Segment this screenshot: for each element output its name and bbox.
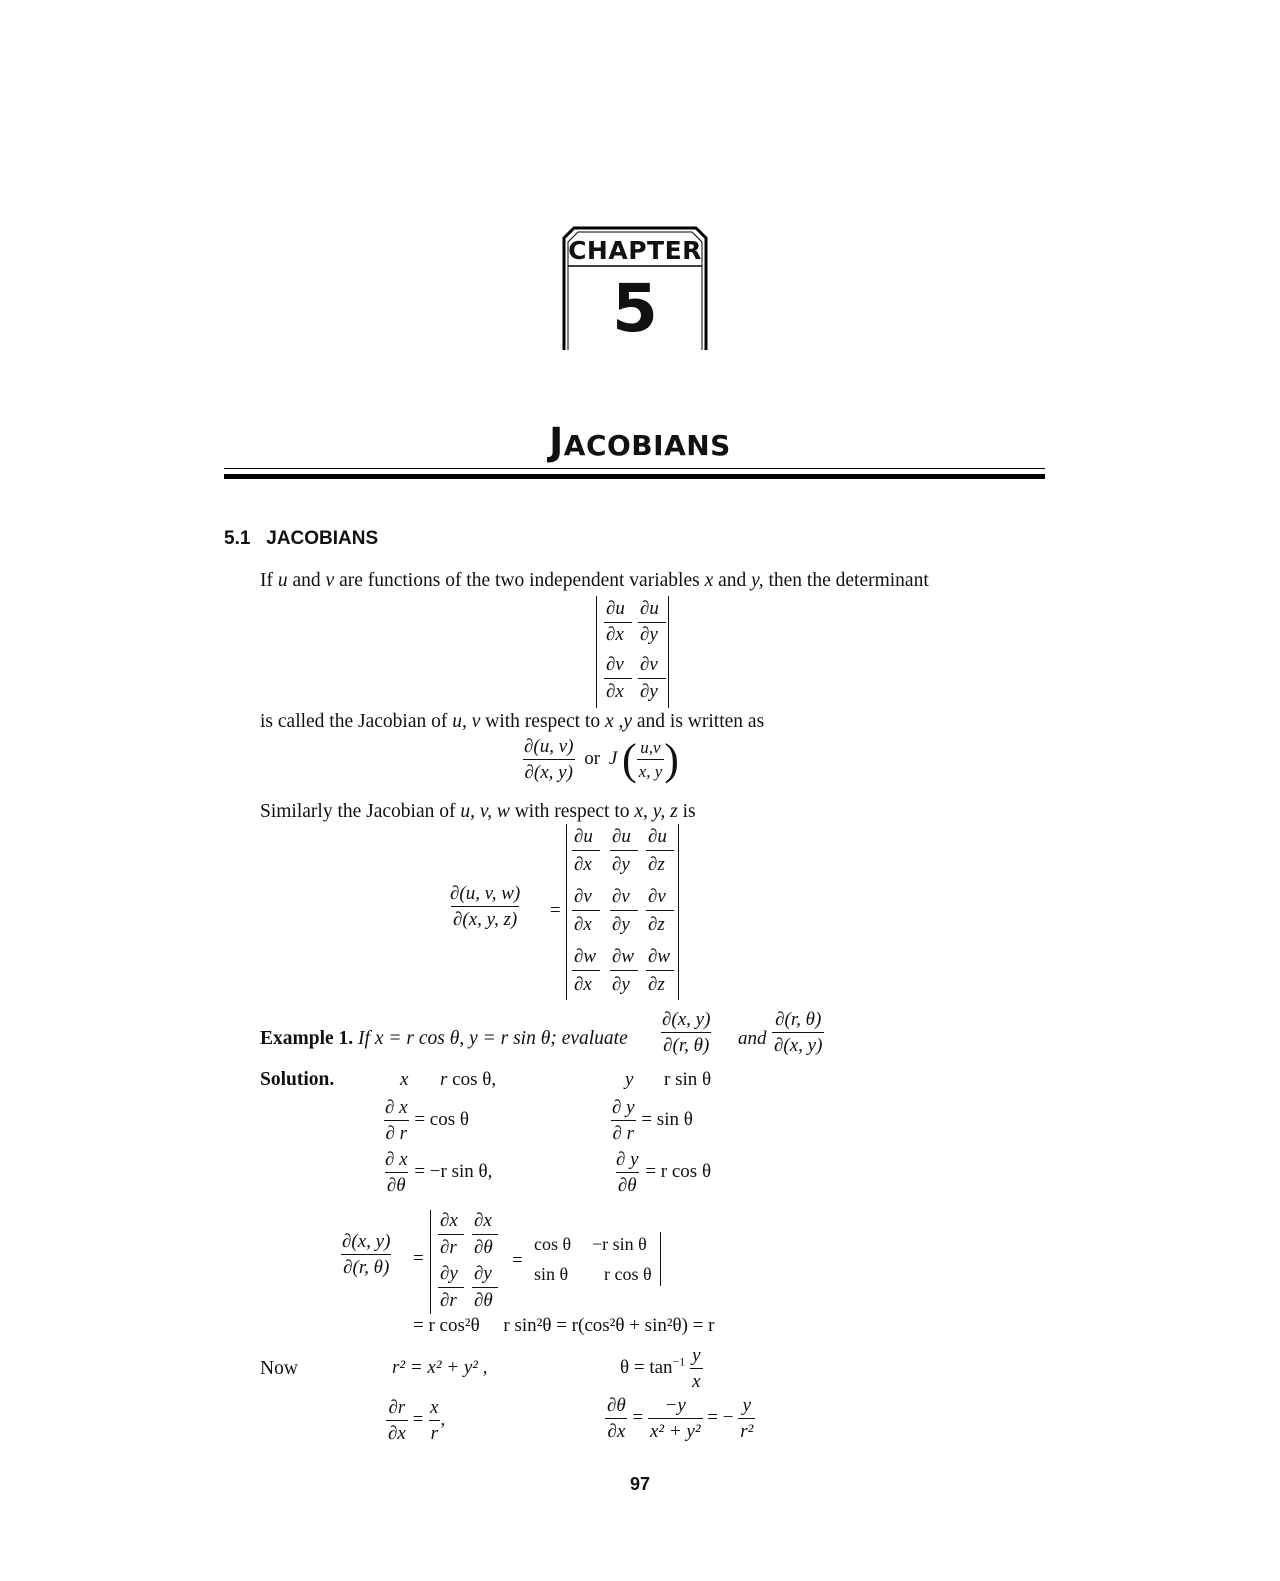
det-cell: ∂θ <box>474 1237 493 1258</box>
det-cell: ∂y <box>640 624 658 645</box>
det-cell: ∂x <box>440 1210 458 1231</box>
fraction-bar <box>646 910 674 911</box>
det-cell: ∂z <box>648 974 665 995</box>
theta-eq: $\theta = \tan^{-1}$ $\frac{y}{x}$ <box>620 1345 701 1392</box>
chapter-box <box>562 224 708 350</box>
det-cell: ∂u <box>574 826 593 847</box>
chapter-title: JACOBIANS <box>549 420 731 464</box>
solution-label: Solution. <box>260 1069 335 1090</box>
sol-y-lhs: y <box>625 1069 634 1090</box>
fraction-bar <box>646 970 674 971</box>
matrix-cell: cos θ <box>534 1234 572 1254</box>
det-cell: ∂w <box>648 946 671 967</box>
partial-y-theta: $\frac{\partial y}{\partial\theta}$ = r cos θ <box>616 1149 712 1196</box>
equals-sign: = <box>413 1248 424 1269</box>
det-cell: ∂y <box>612 914 630 935</box>
det-cell: ∂w <box>574 946 597 967</box>
partial-x-r: $\frac{\partial x}{\partial r}$ = cos θ <box>385 1097 469 1144</box>
r-squared-eq: r² = x² + y² , <box>392 1357 488 1378</box>
det-cell: ∂x <box>606 624 624 645</box>
det-cell: ∂y <box>440 1263 458 1284</box>
equals-sign: = <box>512 1250 523 1271</box>
now-label: Now <box>260 1358 298 1379</box>
title-rule-thin <box>224 468 1045 469</box>
det-cell: ∂u <box>648 826 667 847</box>
matrix-cell: sin θ <box>534 1264 569 1284</box>
sol-x-rhs: r cos θ, <box>440 1069 497 1090</box>
det-cell: ∂x <box>574 914 592 935</box>
det-cell: ∂y <box>612 854 630 875</box>
determinant-3x3 <box>566 824 682 1002</box>
det-cell: ∂v <box>648 886 666 907</box>
matrix-cell: −r sin θ <box>592 1234 647 1254</box>
det-cell: ∂v <box>640 654 658 675</box>
jacobian-fraction: $\frac{\partial(u, v)}{\partial(x, y)}$ <box>524 736 574 783</box>
det-cell: ∂z <box>648 854 665 875</box>
equals-sign: = <box>550 900 561 921</box>
det-cell: ∂x <box>474 1210 492 1231</box>
det-cell: ∂r <box>440 1290 457 1311</box>
jacobian-j-fraction: $\frac{u,v}{x, y}$ <box>638 738 663 781</box>
chapter-number: 5 <box>612 270 658 347</box>
partial-x-theta: $\frac{\partial x}{\partial\theta}$ = −r sin θ, <box>385 1149 493 1196</box>
det-cell: ∂y <box>640 681 658 702</box>
det-cell: ∂r <box>440 1237 457 1258</box>
example-and: and <box>738 1028 767 1049</box>
fraction-bar <box>646 850 674 851</box>
page-number: 97 <box>629 1474 651 1494</box>
chapter-title-rest: ACOBIANS <box>563 429 731 462</box>
det-cell: ∂w <box>612 946 635 967</box>
example-statement: Example 1. If x = r cos θ, y = r sin θ; evaluate <box>260 1028 628 1049</box>
paragraph-3: Similarly the Jacobian of u, v, w with respect to x, y, z is <box>260 801 696 822</box>
section-number: 5.1 <box>224 528 251 549</box>
example-fraction-2: $\frac{\partial(r, \theta)}{\partial(x, y)}$ <box>774 1009 823 1056</box>
sol-x-lhs: x <box>400 1069 409 1090</box>
det-cell: ∂u <box>612 826 631 847</box>
det-cell: ∂y <box>474 1263 492 1284</box>
paragraph-2: is called the Jacobian of u, v with respect to x ,y and is written as <box>260 711 765 732</box>
det-cell: ∂x <box>574 854 592 875</box>
fraction-bar <box>610 970 638 971</box>
det-cell: ∂v <box>612 886 630 907</box>
determinant-2x2 <box>596 596 672 710</box>
partial-r-x: $\frac{\partial r}{\partial x}$ = $\frac{x}{r}$ , <box>388 1397 446 1444</box>
chapter-label: CHAPTER <box>568 236 702 265</box>
jacobian-result: = r cos²θ r sin²θ = r(cos²θ + sin²θ) = r <box>413 1315 715 1336</box>
fraction-bar <box>572 850 600 851</box>
fraction-bar <box>572 970 600 971</box>
example-fraction-1: $\frac{\partial(x, y)}{\partial(r, \theta)}$ <box>662 1009 711 1056</box>
det-cell: ∂θ <box>474 1290 493 1311</box>
jacobian-notation: $\frac{\partial(u, v)}{\partial(x, y)}$ or J ( $\frac{u,v}{x, y}$ ) <box>524 735 679 784</box>
fraction-bar <box>572 910 600 911</box>
jacobian-3-fraction: $\frac{\partial(u, v, w)}{\partial(x, y, z)}$ <box>450 883 521 930</box>
det-cell: ∂u <box>640 598 659 619</box>
partial-y-r: $\frac{\partial y}{\partial r}$ = sin θ <box>612 1097 693 1144</box>
det-cell: ∂v <box>574 886 592 907</box>
sol-y-rhs: r sin θ <box>664 1069 712 1090</box>
matrix-cell: r cos θ <box>604 1264 652 1284</box>
section-title: JACOBIANS <box>266 528 379 549</box>
example-label: Example 1. <box>260 1028 354 1049</box>
det-cell: ∂x <box>574 974 592 995</box>
det-cell: ∂x <box>606 681 624 702</box>
title-rule-thick <box>224 474 1045 479</box>
section-heading <box>224 528 378 550</box>
det-cell: ∂u <box>606 598 625 619</box>
partials-determinant <box>430 1210 500 1314</box>
det-cell: ∂v <box>606 654 624 675</box>
det-cell: ∂y <box>612 974 630 995</box>
trig-matrix <box>530 1232 666 1288</box>
det-cell: ∂z <box>648 914 665 935</box>
fraction-bar <box>610 850 638 851</box>
paragraph-1: If u and v are functions of the two independent variables x and y, then the determinant <box>260 570 929 591</box>
partial-theta-x: $\frac{\partial\theta}{\partial x}$ = $\frac{-y}{\text{x² + y²}}$ = − $\frac{y}{\text{r²}}$ <box>607 1395 754 1442</box>
fraction-bar <box>610 910 638 911</box>
sol-jacobian-fraction: $\frac{\partial(x, y)}{\partial(r, \theta)}$ <box>342 1231 391 1278</box>
